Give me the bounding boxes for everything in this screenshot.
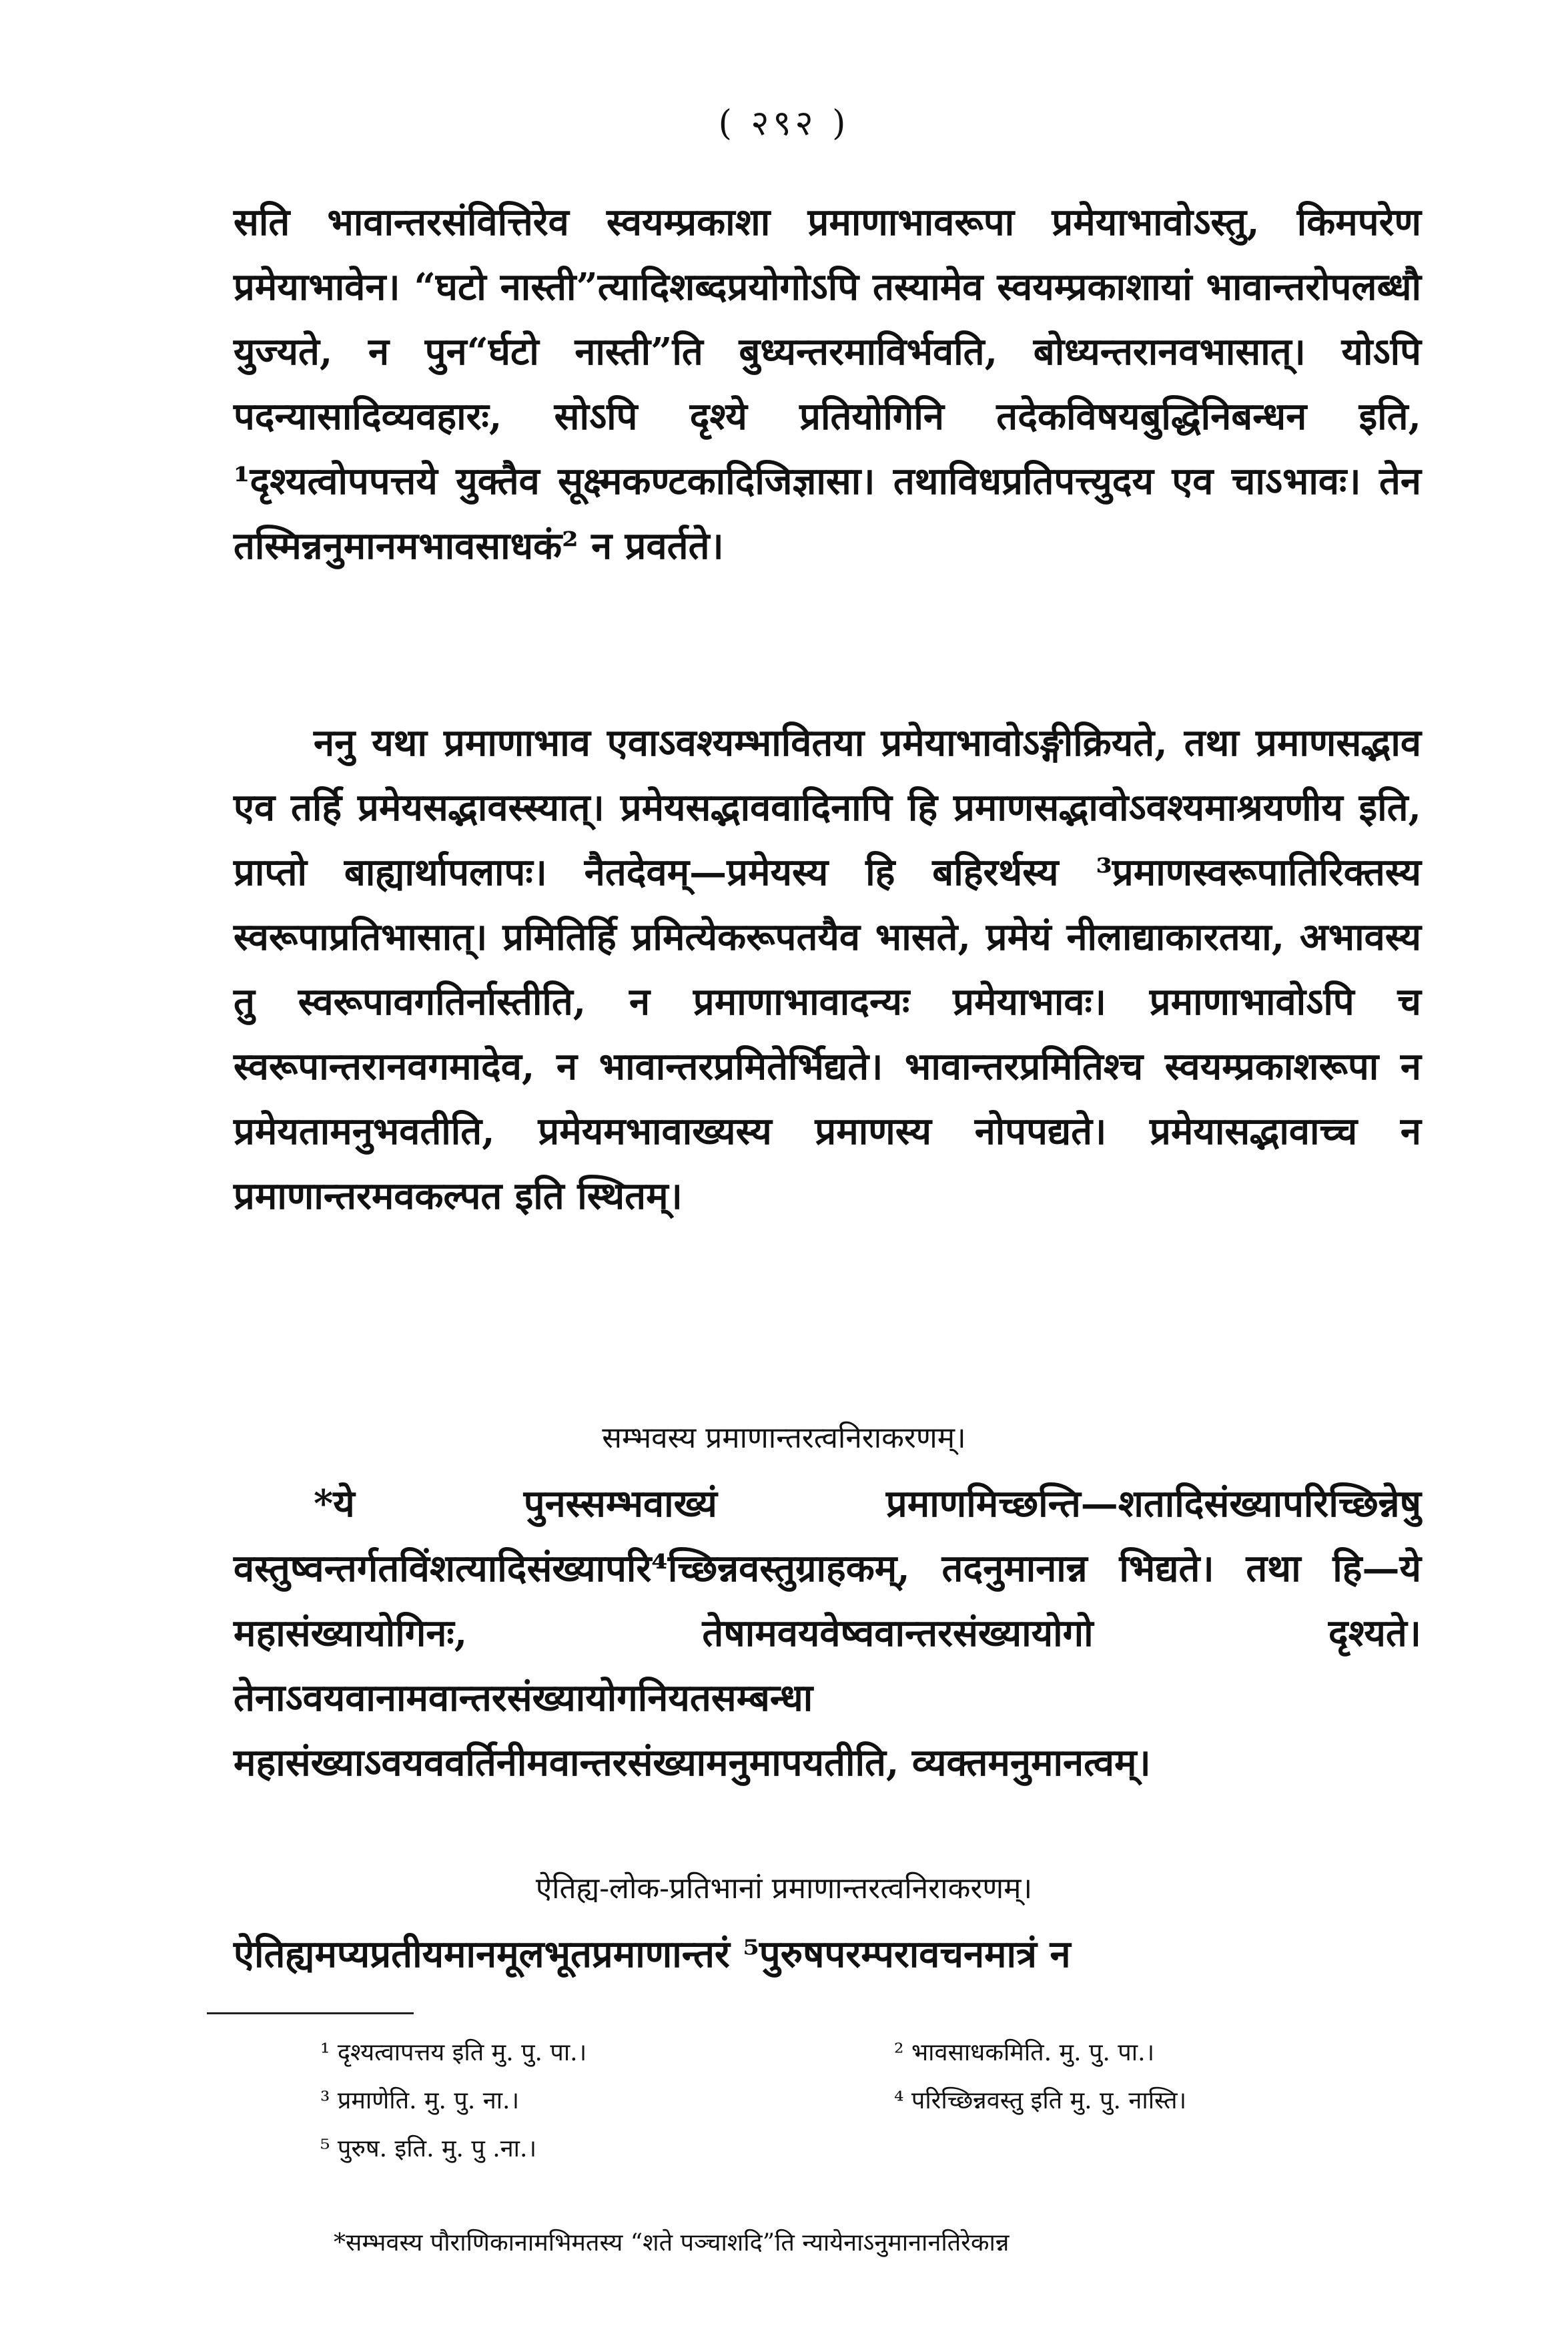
footnotes <box>320 2029 1441 2173</box>
paragraph-1: सति भावान्तरसंवित्तिरेव स्वयम्प्रकाशा प्रमाणाभावरूपा प्रमेयाभावोऽस्तु, किमपरेण प्रमेयाभावेन। “घटो नास्ती”त्यादिशब्दप्रयोगोऽपि तस्यामेव स्वयम्प्रकाशायां भावान्तरोपलब्धौ युज्यते, न पुन“र्घटो नास्ती”ति बुध्यन्तरमाविर्भवति, बोध्यन्तरानवभासात्। योऽपि पदन्यासादिव्यवहारः, सोऽपि दृश्ये प्रतियोगिनि तदेकविषयबुद्धिनिबन्धन इति, ¹दृश्यत्वोपपत्तये युक्तैव सूक्ष्मकण्टकादिजिज्ञासा। तथाविधप्रतिपत्त्युदय एव चाऽभावः। तेन तस्मिन्ननुमानमभावसाधकं² न प्रवर्तते। <box>234 200 1421 568</box>
page-number: ( २९२ ) <box>718 103 850 143</box>
section-heading-aitihya: ऐतिह्य-लोक-प्रतिभानां प्रमाणान्तरत्वनिराकरणम्। <box>535 1871 1033 1906</box>
footnote-divider <box>207 2012 414 2014</box>
paragraph-3: *ये पुनस्सम्भवाख्यं प्रमाणमिच्छन्ति—शतादिसंख्यापरिच्छिन्नेषु वस्तुष्वन्तर्गतविंशत्यादिसंख्यापरि⁴च्छिन्नवस्तुग्राहकम्, तदनुमानान्न भिद्यते। तथा हि—ये महासंख्यायोगिनः, तेषामवयवेष्ववान्तरसंख्यायोगो दृश्यते। तेनाऽवयवानामवान्तरसंख्यायोगनियतसम्बन्धा महासंख्याऽवयववर्तिनीमवान्तरसंख्यामनुमापयतीति, व्यक्तमनुमानत्वम्। <box>234 1482 1421 1785</box>
footnote-3: ³ प्रमाणेति. मु. पु. ना.। <box>320 2087 520 2114</box>
footnote-4: ⁴ परिच्छिन्नवस्तु इति मु. पु. नास्ति। <box>894 2087 1187 2114</box>
footnote-row <box>320 2125 1441 2173</box>
footnote-star: *सम्भवस्य पौराणिकानामभिमतस्य “शते पञ्चाशदि”ति न्यायेनाऽनुमानानतिरेकान्न <box>334 2229 1010 2257</box>
footnote-5: ⁵ पुरुष. इति. मु. पु .ना.। <box>320 2135 537 2162</box>
paragraph-4: ऐतिह्यमप्यप्रतीयमानमूलभूतप्रमाणान्तरं ⁵पुरुषपरम्परावचनमात्रं न <box>234 1932 1071 1976</box>
paragraph-2: ननु यथा प्रमाणाभाव एवाऽवश्यम्भावितया प्रमेयाभावोऽङ्गीक्रियते, तथा प्रमाणसद्भाव एव तर्हि प्रमेयसद्भावस्स्यात्। प्रमेयसद्भाववादिनापि हि प्रमाणसद्भावोऽवश्यमाश्रयणीय इति, प्राप्तो बाह्यार्थापलापः। नैतदेवम्—प्रमेयस्य हि बहिरर्थस्य ³प्रमाणस्वरूपातिरिक्तस्य स्वरूपाप्रतिभासात्। प्रमितिर्हि प्रमित्येकरूपतयैव भासते, प्रमेयं नीलाद्याकारतया, अभावस्य तु स्वरूपावगतिर्नास्तीति, न प्रमाणाभावादन्यः प्रमेयाभावः। प्रमाणाभावोऽपि च स्वरूपान्तरानवगमादेव, न भावान्तरप्रमितेर्भिद्यते। भावान्तरप्रमितिश्च स्वयम्प्रकाशरूपा न प्रमेयतामनुभवतीति, प्रमेयमभावाख्यस्य प्रमाणस्य नोपपद्यते। प्रमेयासद्भावाच्च न प्रमाणान्तरमवकल्पत इति स्थितम्। <box>234 721 1421 1218</box>
section-heading-sambhava: सम्भवस्य प्रमाणान्तरत्वनिराकरणम्। <box>602 1421 966 1455</box>
footnote-row <box>320 2029 1441 2077</box>
footnote-1: ¹ दृश्यत्वापत्तय इति मु. पु. पा.। <box>320 2039 587 2066</box>
footnote-row <box>320 2077 1441 2125</box>
footnote-2: ² भावसाधकमिति. मु. पु. पा.। <box>894 2039 1155 2066</box>
